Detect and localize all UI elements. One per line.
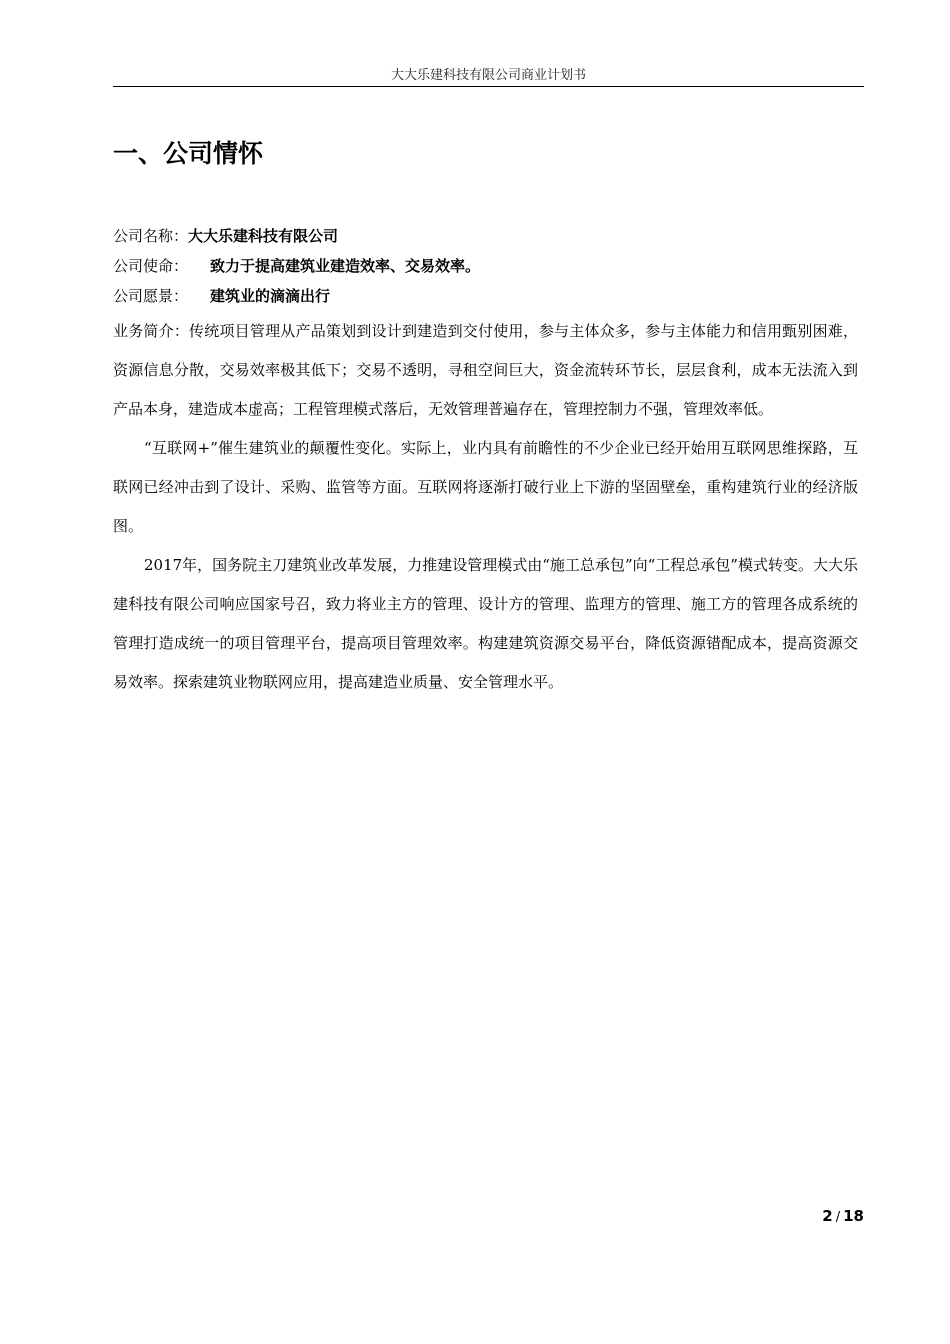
company-mission-row (113, 251, 858, 281)
company-vision-row (113, 281, 858, 311)
document-body (113, 221, 858, 702)
page-number-current: 2 (822, 1207, 833, 1225)
page-header-title: 大大乐建科技有限公司商业计划书 (390, 68, 586, 83)
page-number-total: 18 (843, 1207, 864, 1225)
company-vision-label: 公司愿景： (113, 287, 189, 305)
page-number (822, 1206, 864, 1228)
section-heading: 一、公司情怀 (113, 139, 264, 168)
business-intro-paragraph: 业务简介：传统项目管理从产品策划到设计到建造到交付使用，参与主体众多，参与主体能力和信用甄别困难，资源信息分散，交易效率极其低下；交易不透明，寻租空间巨大，资金流转环节长，层层食利，成本无法流入到产品本身，建造成本虚高；工程管理模式落后，无效管理普遍存在，管理控制力不强，管理效率低。 (113, 322, 858, 418)
company-name-label: 公司名称： (113, 227, 189, 245)
reform-paragraph: 2017年，国务院主刀建筑业改革发展，力推建设管理模式由“施工总承包”向“工程总承包”模式转变。大大乐建科技有限公司响应国家号召，致力将业主方的管理、设计方的管理、监理方的管理、施工方的管理各成系统的管理打造成统一的项目管理平台，提高项目管理效率。构建建筑资源交易平台，降低资源错配成本，提高资源交易效率。探索建筑业物联网应用，提高建造业质量、安全管理水平。 (113, 556, 858, 691)
company-name-value: 大大乐建科技有限公司 (188, 227, 339, 245)
company-mission-label: 公司使命： (113, 257, 189, 275)
company-mission-value: 致力于提高建筑业建造效率、交易效率。 (210, 257, 481, 275)
internet-plus-paragraph: “互联网+”催生建筑业的颠覆性变化。实际上，业内具有前瞻性的不少企业已经开始用互联网思维探路，互联网已经冲击到了设计、采购、监管等方面。互联网将逐渐打破行业上下游的坚固壁垒，重构建筑行业的经济版图。 (113, 439, 858, 535)
company-name-row (113, 221, 858, 251)
company-vision-value: 建筑业的滴滴出行 (210, 287, 331, 305)
header-divider (113, 86, 864, 87)
page-number-separator: / (835, 1210, 841, 1225)
